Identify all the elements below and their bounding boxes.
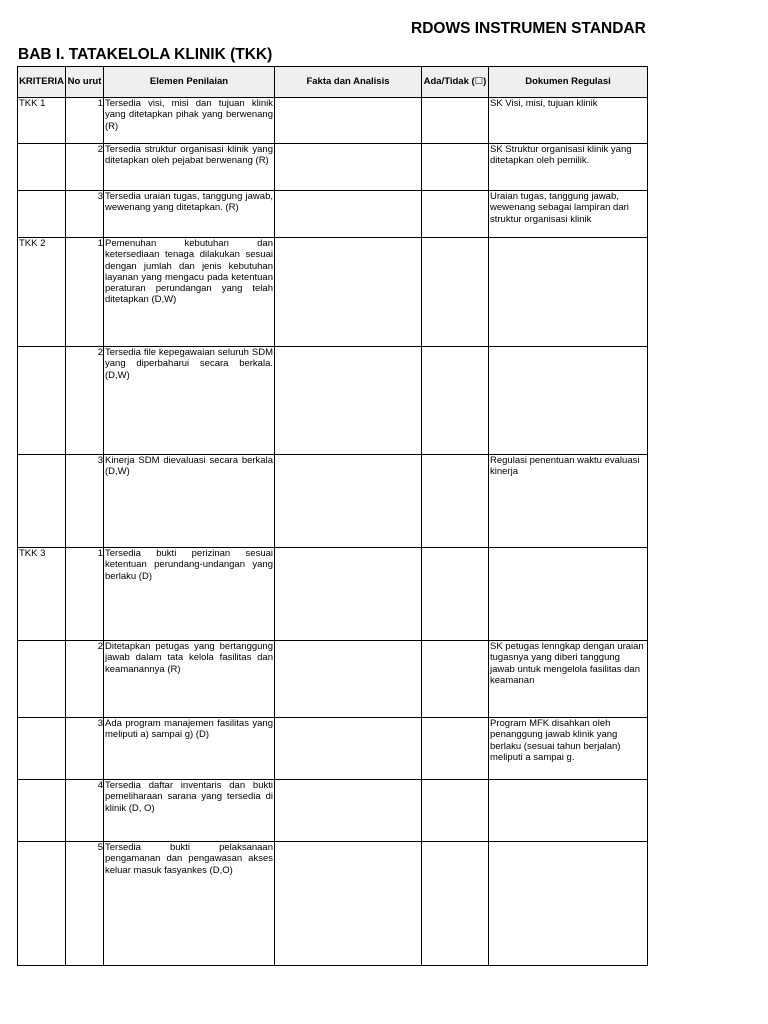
ada-tidak-cell[interactable] <box>422 641 489 718</box>
table-row <box>18 780 648 842</box>
table-header-row <box>18 67 648 98</box>
kriteria-label: TKK 3 <box>19 548 46 559</box>
elemen-penilaian-cell <box>104 780 275 842</box>
table-row <box>18 191 648 238</box>
kriteria-label: TKK 2 <box>19 238 46 249</box>
ada-tidak-cell[interactable] <box>422 347 489 455</box>
table-row <box>18 455 648 548</box>
elemen-penilaian-cell <box>104 144 275 191</box>
table-row <box>18 238 648 347</box>
dokumen-regulasi-cell <box>489 780 648 842</box>
fakta-analisis-cell[interactable] <box>275 780 422 842</box>
fakta-analisis-cell[interactable] <box>275 144 422 191</box>
fakta-analisis-cell[interactable] <box>275 98 422 144</box>
elemen-text: Ada program manajemen fasilitas yang meliputi a) sampai g) (D) <box>105 718 273 741</box>
elemen-penilaian-cell <box>104 191 275 238</box>
no-urut-cell: 3 <box>66 718 104 780</box>
column-header-ada-tidak: Ada/Tidak (☐) <box>422 67 489 98</box>
elemen-text: Tersedia struktur organisasi klinik yang ditetapkan oleh pejabat berwenang (R) <box>105 144 273 167</box>
table-row <box>18 144 648 191</box>
no-urut-cell: 5 <box>66 842 104 966</box>
elemen-text: Kinerja SDM dievaluasi secara berkala (D,W) <box>105 455 273 478</box>
elemen-penilaian-cell <box>104 455 275 548</box>
dokumen-text: SK petugas lenngkap dengan uraian tugasnya yang diberi tanggung jawab untuk mengelola fasilitas dan keamanan <box>490 641 644 686</box>
kriteria-label: TKK 1 <box>19 98 46 109</box>
no-urut-cell: 2 <box>66 144 104 191</box>
ada-tidak-cell[interactable] <box>422 455 489 548</box>
ada-tidak-cell[interactable] <box>422 842 489 966</box>
dokumen-text: Uraian tugas, tanggung jawab, wewenang sebagai lampiran dari struktur organisasi klinik <box>490 191 629 225</box>
no-urut-cell: 3 <box>66 191 104 238</box>
dokumen-regulasi-cell <box>489 548 648 641</box>
fakta-analisis-cell[interactable] <box>275 347 422 455</box>
ada-tidak-cell[interactable] <box>422 191 489 238</box>
dokumen-regulasi-cell <box>489 641 648 718</box>
kriteria-cell <box>18 347 66 455</box>
dokumen-regulasi-cell <box>489 191 648 238</box>
ada-tidak-cell[interactable] <box>422 548 489 641</box>
no-urut-cell: 4 <box>66 780 104 842</box>
dokumen-regulasi-cell <box>489 455 648 548</box>
elemen-penilaian-cell <box>104 548 275 641</box>
elemen-penilaian-cell <box>104 238 275 347</box>
table-row <box>18 641 648 718</box>
elemen-penilaian-cell <box>104 641 275 718</box>
kriteria-cell <box>18 780 66 842</box>
dokumen-regulasi-cell <box>489 98 648 144</box>
dokumen-regulasi-cell <box>489 718 648 780</box>
no-urut-cell: 1 <box>66 238 104 347</box>
ada-tidak-cell[interactable] <box>422 144 489 191</box>
dokumen-regulasi-cell <box>489 238 648 347</box>
fakta-analisis-cell[interactable] <box>275 238 422 347</box>
kriteria-cell <box>18 718 66 780</box>
kriteria-cell <box>18 238 66 347</box>
column-header-fakta-dan-analisis: Fakta dan Analisis <box>275 67 422 98</box>
elemen-penilaian-cell <box>104 98 275 144</box>
kriteria-cell <box>18 641 66 718</box>
elemen-text: Tersedia bukti perizinan sesuai ketentuan perundang-undangan yang berlaku (D) <box>105 548 273 582</box>
dokumen-text: SK Struktur organisasi klinik yang ditetapkan oleh pemilik. <box>490 144 632 167</box>
elemen-text: Pemenuhan kebutuhan dan ketersediaan tenaga dilakukan sesuai dengan jumlah dan jenis kebutuhan layanan yang mengacu pada ketentuan peraturan perundangan yang telah ditetapkan (D,W) <box>105 238 273 306</box>
fakta-analisis-cell[interactable] <box>275 842 422 966</box>
kriteria-cell <box>18 144 66 191</box>
table-row <box>18 718 648 780</box>
kriteria-cell <box>18 548 66 641</box>
elemen-text: Tersedia visi, misi dan tujuan klinik yang ditetapkan pihak yang berwenang (R) <box>105 98 273 132</box>
dokumen-regulasi-cell <box>489 144 648 191</box>
fakta-analisis-cell[interactable] <box>275 455 422 548</box>
elemen-penilaian-cell <box>104 718 275 780</box>
table-row <box>18 842 648 966</box>
ada-tidak-cell[interactable] <box>422 718 489 780</box>
dokumen-regulasi-cell <box>489 842 648 966</box>
table-row <box>18 548 648 641</box>
table-row <box>18 347 648 455</box>
dokumen-text: Regulasi penentuan waktu evaluasi kinerja <box>490 455 640 478</box>
no-urut-cell: 2 <box>66 347 104 455</box>
elemen-penilaian-cell <box>104 842 275 966</box>
column-header-no-urut: No urut <box>66 67 104 98</box>
ada-tidak-cell[interactable] <box>422 238 489 347</box>
kriteria-cell <box>18 191 66 238</box>
ada-tidak-cell[interactable] <box>422 780 489 842</box>
dokumen-text: Program MFK disahkan oleh penanggung jawab klinik yang berlaku (sesuai tahun berjalan) meliputi a sampai g. <box>490 718 621 763</box>
elemen-penilaian-cell <box>104 347 275 455</box>
elemen-text: Tersedia daftar inventaris dan bukti pemeliharaan sarana yang tersedia di klinik (D, O) <box>105 780 273 814</box>
fakta-analisis-cell[interactable] <box>275 191 422 238</box>
document-header: RDOWS INSTRUMEN STANDAR <box>411 20 646 37</box>
elemen-text: Tersedia uraian tugas, tanggung jawab, wewenang yang ditetapkan. (R) <box>105 191 273 214</box>
kriteria-cell <box>18 455 66 548</box>
elemen-text: Ditetapkan petugas yang bertanggung jawab dalam tata kelola fasilitas dan keamanannya (R) <box>105 641 273 675</box>
elemen-text: Tersedia bukti pelaksanaan pengamanan dan pengawasan akses keluar masuk fasyankes (D,O) <box>105 842 273 876</box>
kriteria-cell <box>18 98 66 144</box>
column-header-dokumen-regulasi: Dokumen Regulasi <box>489 67 648 98</box>
no-urut-cell: 3 <box>66 455 104 548</box>
section-title: BAB I. TATAKELOLA KLINIK (TKK) <box>18 46 273 63</box>
dokumen-regulasi-cell <box>489 347 648 455</box>
ada-tidak-cell[interactable] <box>422 98 489 144</box>
no-urut-cell: 1 <box>66 98 104 144</box>
fakta-analisis-cell[interactable] <box>275 718 422 780</box>
table-row <box>18 98 648 144</box>
fakta-analisis-cell[interactable] <box>275 641 422 718</box>
no-urut-cell: 2 <box>66 641 104 718</box>
elemen-text: Tersedia file kepegawaian seluruh SDM yang diperbaharui secara berkala. (D,W) <box>105 347 273 381</box>
assessment-table <box>17 66 648 966</box>
column-header-kriteria: KRITERIA <box>18 67 66 98</box>
fakta-analisis-cell[interactable] <box>275 548 422 641</box>
dokumen-text: SK Visi, misi, tujuan klinik <box>490 98 598 109</box>
no-urut-cell: 1 <box>66 548 104 641</box>
kriteria-cell <box>18 842 66 966</box>
column-header-elemen-penilaian: Elemen Penilaian <box>104 67 275 98</box>
